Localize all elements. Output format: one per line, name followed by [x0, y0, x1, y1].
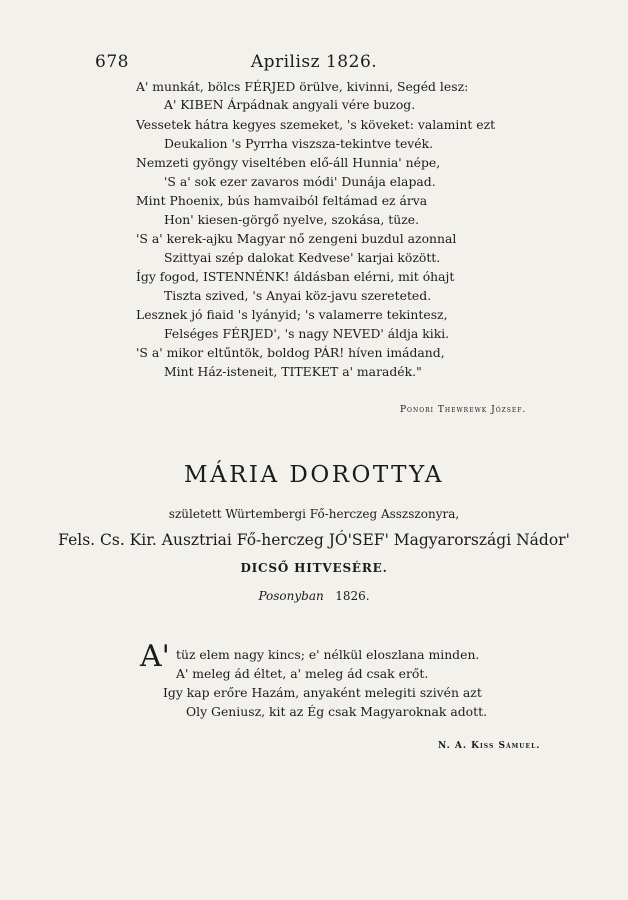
- poem-line: 'S a' kerek-ajku Magyar nő zengeni buzdul azonnal: [136, 231, 457, 246]
- poem-line: Oly Geniusz, kit az Ég csak Magyaroknak adott.: [186, 704, 488, 719]
- dedication-line-2: Fels. Cs. Kir. Ausztriai Fő-herczeg JÓ'SEF' Magyarországi Nádor': [58, 531, 570, 549]
- dedication-line-1: született Würtembergi Fő-herczeg Asszszonyra,: [168, 507, 460, 521]
- poem-line: Deukalion 's Pyrrha viszsza-tekintve tevék.: [164, 136, 434, 151]
- poem-line: Vessetek hátra kegyes szemeket, 's köveket: valamint ezt: [136, 117, 496, 132]
- ornament-divider: [170, 427, 510, 435]
- poem-line: Szittyai szép dalokat Kedvese' karjai között.: [164, 250, 441, 265]
- dedication-title: MÁRIA DOROTTYA: [183, 462, 445, 488]
- year: 1826.: [335, 589, 370, 603]
- place-date: [0, 589, 628, 603]
- signature-first: Ponori Thewrewk József.: [400, 405, 527, 415]
- poem-line: Hon' kiesen-görgő nyelve, szokása, tüze.: [164, 212, 420, 227]
- poem-line: Lesznek jó fiaid 's lyányid; 's valamerre tekintesz,: [136, 307, 448, 322]
- poem-line: Tiszta szived, 's Anyai köz-javu szereteted.: [164, 288, 432, 303]
- poem-line: Igy kap erőre Hazám, anyaként melegiti szivén azt: [163, 685, 482, 700]
- poem-line: Mint Ház-isteneit, TITEKET a' maradék.": [164, 364, 422, 379]
- poem-line: Mint Phoenix, bús hamvaiból feltámad ez árva: [136, 193, 428, 208]
- signature-second: N. A. Kiss Sámuel.: [438, 741, 541, 751]
- poem-line: Így fogod, ISTENNÉNK! áldásban elérni, mit óhajt: [136, 269, 455, 284]
- poem-line: Nemzeti gyöngy viseltében elő-áll Hunnia' népe,: [136, 155, 441, 170]
- poem-line: 'S a' sok ezer zavaros módi' Dunája elapad.: [164, 174, 436, 189]
- poem-line: Felséges FÉRJED', 's nagy NEVED' áldja kiki.: [164, 326, 450, 341]
- poem-line: A' KIBEN Árpádnak angyali vére buzog.: [164, 97, 416, 112]
- page-header: [0, 52, 628, 74]
- poem-line: 'S a' mikor eltűntök, boldog PÁR! híven imádand,: [136, 345, 445, 360]
- running-head: Aprilisz 1826.: [250, 52, 378, 72]
- poem-line: A' munkát, bölcs FÉRJED örülve, kivinni, Segéd lesz:: [136, 79, 469, 94]
- drop-cap: A': [140, 639, 170, 674]
- dedication-line-3: DICSŐ HITVESÉRE.: [240, 561, 388, 575]
- poem-line: tüz elem nagy kincs; e' nélkül eloszlana minden.: [176, 647, 480, 662]
- ornament-divider-small: [225, 617, 435, 623]
- page-number: 678: [95, 52, 129, 72]
- place: Posonyban: [258, 589, 324, 603]
- poem-line: A' meleg ád éltet, a' meleg ád csak erőt.: [176, 666, 429, 681]
